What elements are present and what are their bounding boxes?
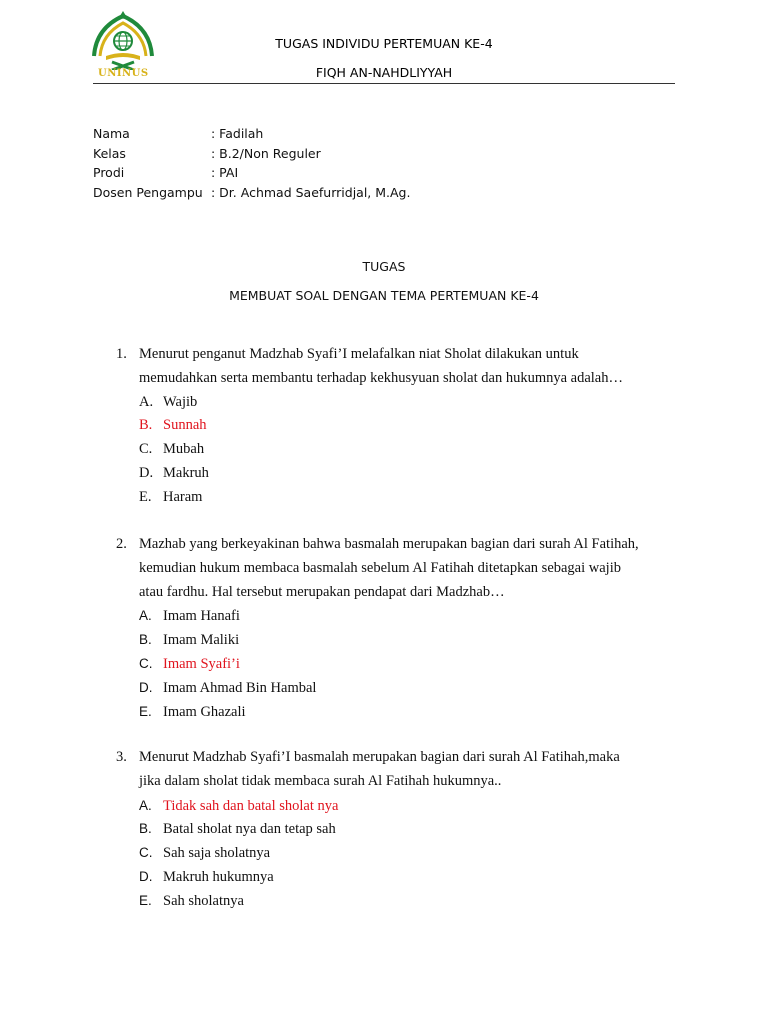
option-text: Imam Ghazali: [163, 703, 246, 720]
question-line: memudahkan serta membantu terhadap kekhusyuan sholat dan hukumnya adalah…: [139, 369, 623, 386]
option-text: Haram: [163, 488, 203, 505]
option-d: [139, 676, 686, 700]
option-letter: D.: [139, 464, 154, 481]
option-letter: C.: [139, 441, 153, 458]
option-text: Tidak sah dan batal sholat nya: [163, 797, 339, 814]
option-text: Imam Syafi’i: [163, 655, 240, 672]
option-letter: A.: [139, 608, 152, 624]
assignment-title: TUGAS: [362, 259, 406, 274]
question-line: jika dalam sholat tidak membaca surah Al Fatihah hukumnya..: [139, 772, 502, 789]
options: [139, 604, 686, 723]
option-text: Imam Ahmad Bin Hambal: [163, 679, 317, 696]
option-letter: D.: [139, 868, 153, 884]
option-letter: A.: [139, 797, 152, 813]
header-divider: [93, 83, 675, 84]
options: [139, 391, 686, 510]
question-number: 2.: [116, 536, 127, 552]
info-row-program: [93, 163, 410, 183]
option-letter: C.: [139, 845, 153, 861]
option-text: Makruh hukumnya: [163, 868, 274, 885]
info-row-name: [93, 124, 410, 144]
header-line-2: FIQH AN-NAHDLIYYAH: [315, 65, 453, 80]
student-info: [93, 124, 410, 202]
question-line: atau fardhu. Hal tersebut merupakan pendapat dari Madzhab…: [139, 583, 505, 600]
option-a: [139, 604, 686, 628]
question-1: [116, 343, 686, 510]
option-letter: B.: [139, 821, 152, 837]
question-text: [139, 533, 686, 604]
info-label: Kelas: [93, 145, 126, 161]
question-number: 1.: [116, 346, 127, 362]
info-value: : Dr. Achmad Saefurridjal, M.Ag.: [211, 184, 411, 200]
option-text: Sunnah: [163, 417, 207, 434]
option-c: [139, 841, 686, 865]
option-text: Sah saja sholatnya: [163, 845, 271, 862]
logo-wordmark: UNINUS: [98, 68, 149, 79]
info-label: Dosen Pengampu: [93, 184, 203, 200]
question-3: [116, 746, 686, 913]
option-d: [139, 865, 686, 889]
question-line: kemudian hukum membaca basmalah sebelum Al Fatihah ditetapkan sebagai wajib: [139, 559, 621, 576]
option-text: Imam Maliki: [163, 632, 240, 649]
option-letter: B.: [139, 632, 152, 648]
option-letter: E.: [139, 892, 152, 908]
option-text: Imam Hanafi: [163, 608, 240, 625]
option-e: [139, 889, 686, 913]
option-d: [139, 462, 686, 486]
option-letter: E.: [139, 488, 152, 505]
option-text: Mubah: [163, 441, 205, 458]
option-letter: E.: [139, 703, 152, 719]
question-line: Mazhab yang berkeyakinan bahwa basmalah merupakan bagian dari surah Al Fatihah,: [139, 536, 639, 552]
option-letter: D.: [139, 679, 153, 695]
assignment-subtitle: MEMBUAT SOAL DENGAN TEMA PERTEMUAN KE-4: [229, 288, 539, 303]
question-text: [139, 746, 686, 794]
option-b: [139, 628, 686, 652]
option-letter: C.: [139, 655, 153, 671]
info-value: : B.2/Non Reguler: [211, 145, 321, 161]
info-label: Prodi: [93, 165, 125, 180]
option-letter: B.: [139, 417, 153, 434]
options: [139, 794, 686, 913]
question-line: Menurut Madzhab Syafi’I basmalah merupakan bagian dari surah Al Fatihah,maka: [139, 749, 620, 765]
question-2: [116, 533, 686, 723]
option-b: [139, 817, 686, 841]
option-b-correct: [139, 414, 686, 438]
option-text: Batal sholat nya dan tetap sah: [163, 821, 336, 838]
info-row-class: [93, 144, 410, 164]
option-e: [139, 486, 686, 510]
info-row-lecturer: [93, 183, 410, 203]
question-number: 3.: [116, 749, 127, 765]
option-c: [139, 438, 686, 462]
question-text: [139, 343, 686, 391]
info-value: : PAI: [211, 165, 239, 180]
header-line-1: TUGAS INDIVIDU PERTEMUAN KE-4: [275, 36, 493, 51]
option-text: Sah sholatnya: [163, 892, 244, 909]
info-label: Nama: [93, 126, 130, 141]
option-letter: A.: [139, 393, 154, 410]
option-c-correct: [139, 652, 686, 676]
option-e: [139, 700, 686, 724]
question-line: Menurut penganut Madzhab Syafi’I melafalkan niat Sholat dilakukan untuk: [139, 346, 579, 362]
option-text: Makruh: [163, 464, 209, 481]
option-a: [139, 391, 686, 415]
info-value: : Fadilah: [211, 126, 264, 141]
option-text: Wajib: [163, 393, 198, 410]
option-a-correct: [139, 794, 686, 818]
